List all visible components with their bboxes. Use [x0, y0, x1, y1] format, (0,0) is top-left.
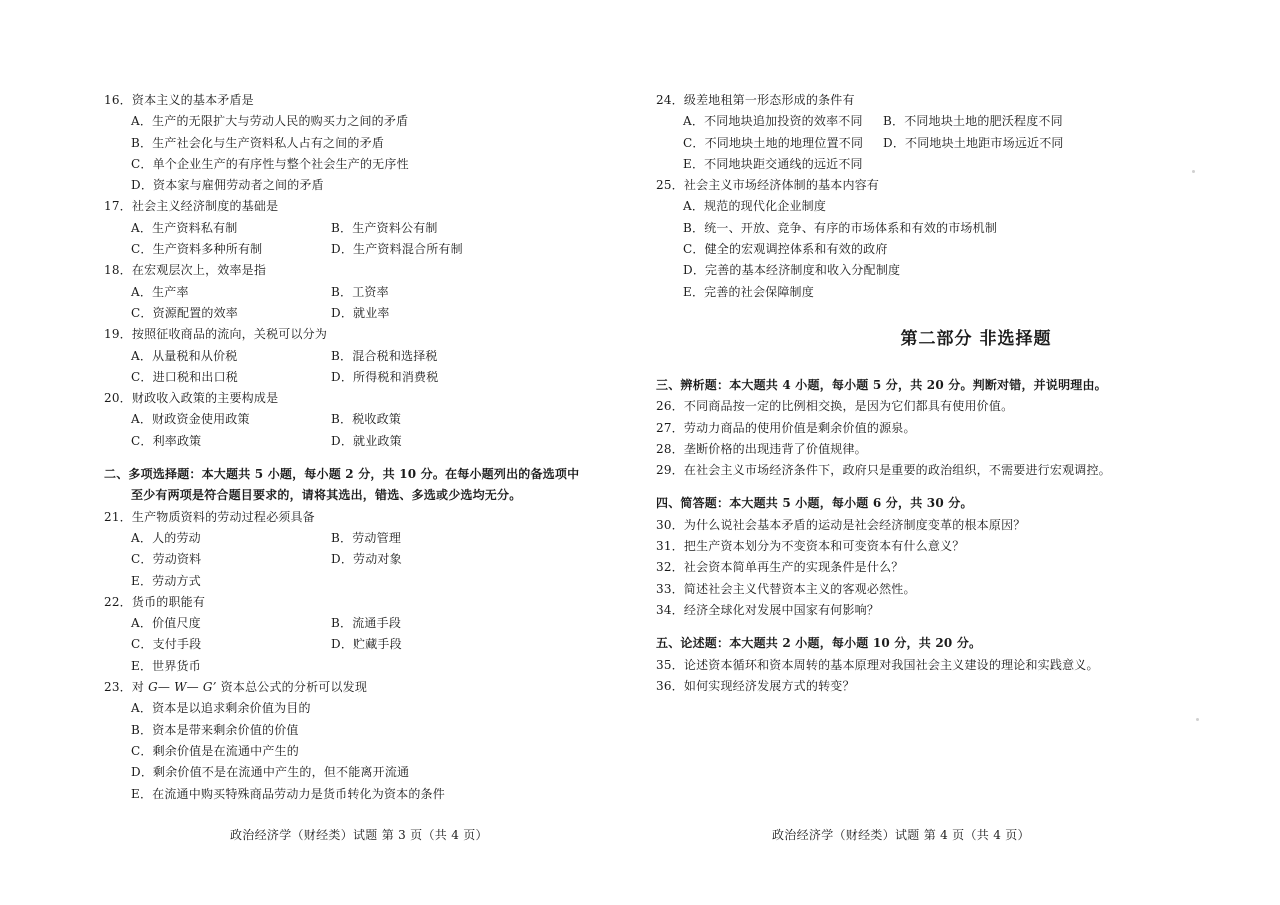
- question-20-option-a: A．财政资金使用政策: [131, 412, 250, 427]
- question-20-stem: 20．财政收入政策的主要构成是: [104, 391, 279, 406]
- question-20-options-row-1: [104, 409, 594, 430]
- question-21-option-c: C．劳动资料: [131, 552, 202, 567]
- question-16-option-d: D．资本家与雇佣劳动者之间的矛盾: [131, 178, 324, 193]
- question-23-option-e: E．在流通中购买特殊商品劳动力是货币转化为资本的条件: [131, 786, 445, 801]
- question-32: 32．社会资本简单再生产的实现条件是什么？: [656, 560, 904, 575]
- capital-formula: G— W— G’: [148, 680, 217, 695]
- question-18-option-a: A．生产率: [131, 284, 189, 299]
- question-23-stem-suffix: 资本总公式的分析可以发现: [220, 680, 368, 695]
- question-17-options-row-2: [104, 239, 594, 260]
- question-21-options-row-2: [104, 549, 594, 570]
- question-25-option-d: D．完善的基本经济制度和收入分配制度: [683, 263, 901, 278]
- page-4-footer: 政治经济学（财经类）试题 第 4 页（共 4 页）: [772, 828, 1030, 842]
- question-20-option-b: B．税收政策: [331, 412, 402, 427]
- question-34: 34．经济全球化对发展中国家有何影响？: [656, 602, 880, 617]
- question-18-option-b: B．工资率: [331, 284, 389, 299]
- question-24-option-a: A．不同地块追加投资的效率不同: [683, 114, 863, 129]
- question-24-option-d: D．不同地块土地距市场远近不同: [883, 135, 1064, 150]
- section-gap: [656, 481, 1256, 493]
- section-gap: [104, 452, 594, 464]
- question-24-options-row-1: [656, 111, 1256, 132]
- exam-page-4: [640, 0, 1280, 905]
- question-25-option-a: A．规范的现代化企业制度: [683, 199, 827, 214]
- question-16-option-a: A．生产的无限扩大与劳动人民的购买力之间的矛盾: [131, 114, 409, 129]
- question-22-stem: 22．货币的职能有: [104, 594, 206, 609]
- question-21-option-b: B．劳动管理: [331, 530, 402, 545]
- section-4-heading: 四、简答题：本大题共 5 小题，每小题 6 分，共 30 分。: [656, 496, 973, 511]
- page-3-footer: 政治经济学（财经类）试题 第 3 页（共 4 页）: [230, 828, 488, 842]
- question-19-option-a: A．从量税和从价税: [131, 348, 238, 363]
- question-16-option-c: C．单个企业生产的有序性与整个社会生产的无序性: [131, 156, 409, 171]
- question-24-stem: 24．级差地租第一形态形成的条件有: [656, 93, 855, 107]
- question-29: 29．在社会主义市场经济条件下，政府只是重要的政治组织，不需要进行宏观调控。: [656, 463, 1111, 478]
- question-25-stem: 25．社会主义市场经济体制的基本内容有: [656, 178, 880, 193]
- question-35: 35．论述资本循环和资本周转的基本原理对我国社会主义建设的理论和实践意义。: [656, 657, 1099, 672]
- question-17-stem: 17．社会主义经济制度的基础是: [104, 199, 279, 214]
- question-18-stem: 18．在宏观层次上，效率是指: [104, 263, 267, 278]
- question-27: 27．劳动力商品的使用价值是剩余价值的源泉。: [656, 420, 916, 435]
- question-28: 28．垄断价格的出现违背了价值规律。: [656, 441, 867, 456]
- question-24-options-row-2: [656, 133, 1256, 154]
- page-3-column: [104, 90, 594, 805]
- question-24-option-c: C．不同地块土地的地理位置不同: [683, 135, 864, 150]
- question-21-option-d: D．劳动对象: [331, 552, 402, 567]
- question-22-option-e: E．世界货币: [131, 658, 201, 673]
- question-17-option-d: D．生产资料混合所有制: [331, 242, 463, 257]
- question-25-option-e: E．完善的社会保障制度: [683, 284, 814, 299]
- section-2-heading-continued: 至少有两项是符合题目要求的，请将其选出，错选、多选或少选均无分。: [131, 488, 522, 503]
- question-22-option-a: A．价值尺度: [131, 616, 201, 631]
- question-17-options-row-1: [104, 218, 594, 239]
- question-17-option-a: A．生产资料私有制: [131, 220, 238, 235]
- question-31: 31．把生产资本划分为不变资本和可变资本有什么意义？: [656, 539, 965, 554]
- question-18-option-c: C．资源配置的效率: [131, 305, 238, 320]
- question-23-stem-prefix: 23．对: [104, 680, 145, 695]
- question-25-option-c: C．健全的宏观调控体系和有效的政府: [683, 242, 888, 257]
- question-18-options-row-1: [104, 282, 594, 303]
- question-22-option-b: B．流通手段: [331, 616, 402, 631]
- part-2-title: 第二部分 非选择题: [900, 328, 1052, 349]
- question-23-stem: [104, 677, 594, 698]
- question-17-option-c: C．生产资料多种所有制: [131, 242, 263, 257]
- question-19-options-row-2: [104, 367, 594, 388]
- section-gap: [656, 621, 1256, 633]
- question-23-option-b: B．资本是带来剩余价值的价值: [131, 722, 299, 737]
- question-30: 30．为什么说社会基本矛盾的运动是社会经济制度变革的根本原因？: [656, 517, 1026, 532]
- question-22-options-row-1: [104, 613, 594, 634]
- question-16-stem: 16．资本主义的基本矛盾是: [104, 93, 254, 107]
- question-16-option-b: B．生产社会化与生产资料私人占有之间的矛盾: [131, 135, 385, 150]
- question-21-options-row-1: [104, 528, 594, 549]
- question-21-stem: 21．生产物质资料的劳动过程必须具备: [104, 509, 315, 524]
- question-23-option-a: A．资本是以追求剩余价值为目的: [131, 701, 311, 716]
- question-20-option-d: D．就业政策: [331, 433, 402, 448]
- question-33: 33．简述社会主义代替资本主义的客观必然性。: [656, 581, 916, 596]
- question-19-option-d: D．所得税和消费税: [331, 369, 439, 384]
- section-3-heading: 三、辨析题：本大题共 4 小题，每小题 5 分，共 20 分。判断对错，并说明理由。: [656, 377, 1107, 392]
- question-19-stem: 19．按照征收商品的流向，关税可以分为: [104, 327, 328, 342]
- section-5-heading: 五、论述题：本大题共 2 小题，每小题 10 分，共 20 分。: [656, 636, 982, 651]
- page-4-column: [656, 90, 1256, 697]
- question-24-option-e: E．不同地块距交通线的远近不同: [683, 156, 863, 171]
- question-36: 36．如何实现经济发展方式的转变？: [656, 678, 855, 693]
- scan-speck: [1196, 718, 1199, 721]
- question-19-option-b: B．混合税和选择税: [331, 348, 438, 363]
- question-21-option-e: E．劳动方式: [131, 573, 201, 588]
- section-2-heading: 二、多项选择题：本大题共 5 小题，每小题 2 分，共 10 分。在每小题列出的备选项中: [104, 467, 580, 482]
- question-20-options-row-2: [104, 431, 594, 452]
- question-19-option-c: C．进口税和出口税: [131, 369, 238, 384]
- question-18-options-row-2: [104, 303, 594, 324]
- question-21-option-a: A．人的劳动: [131, 530, 201, 545]
- question-22-option-d: D．贮藏手段: [331, 637, 402, 652]
- question-23-option-c: C．剩余价值是在流通中产生的: [131, 743, 299, 758]
- question-25-option-b: B．统一、开放、竞争、有序的市场体系和有效的市场机制: [683, 220, 998, 235]
- question-22-option-c: C．支付手段: [131, 637, 202, 652]
- question-19-options-row-1: [104, 346, 594, 367]
- question-17-option-b: B．生产资料公有制: [331, 220, 438, 235]
- question-23-option-d: D．剩余价值不是在流通中产生的，但不能离开流通: [131, 765, 410, 780]
- question-22-options-row-2: [104, 634, 594, 655]
- question-26: 26．不同商品按一定的比例相交换，是因为它们都具有使用价值。: [656, 399, 1014, 414]
- question-24-option-b: B．不同地块土地的肥沃程度不同: [883, 114, 1063, 129]
- question-20-option-c: C．利率政策: [131, 433, 202, 448]
- scan-speck: [1192, 170, 1195, 173]
- question-18-option-d: D．就业率: [331, 305, 390, 320]
